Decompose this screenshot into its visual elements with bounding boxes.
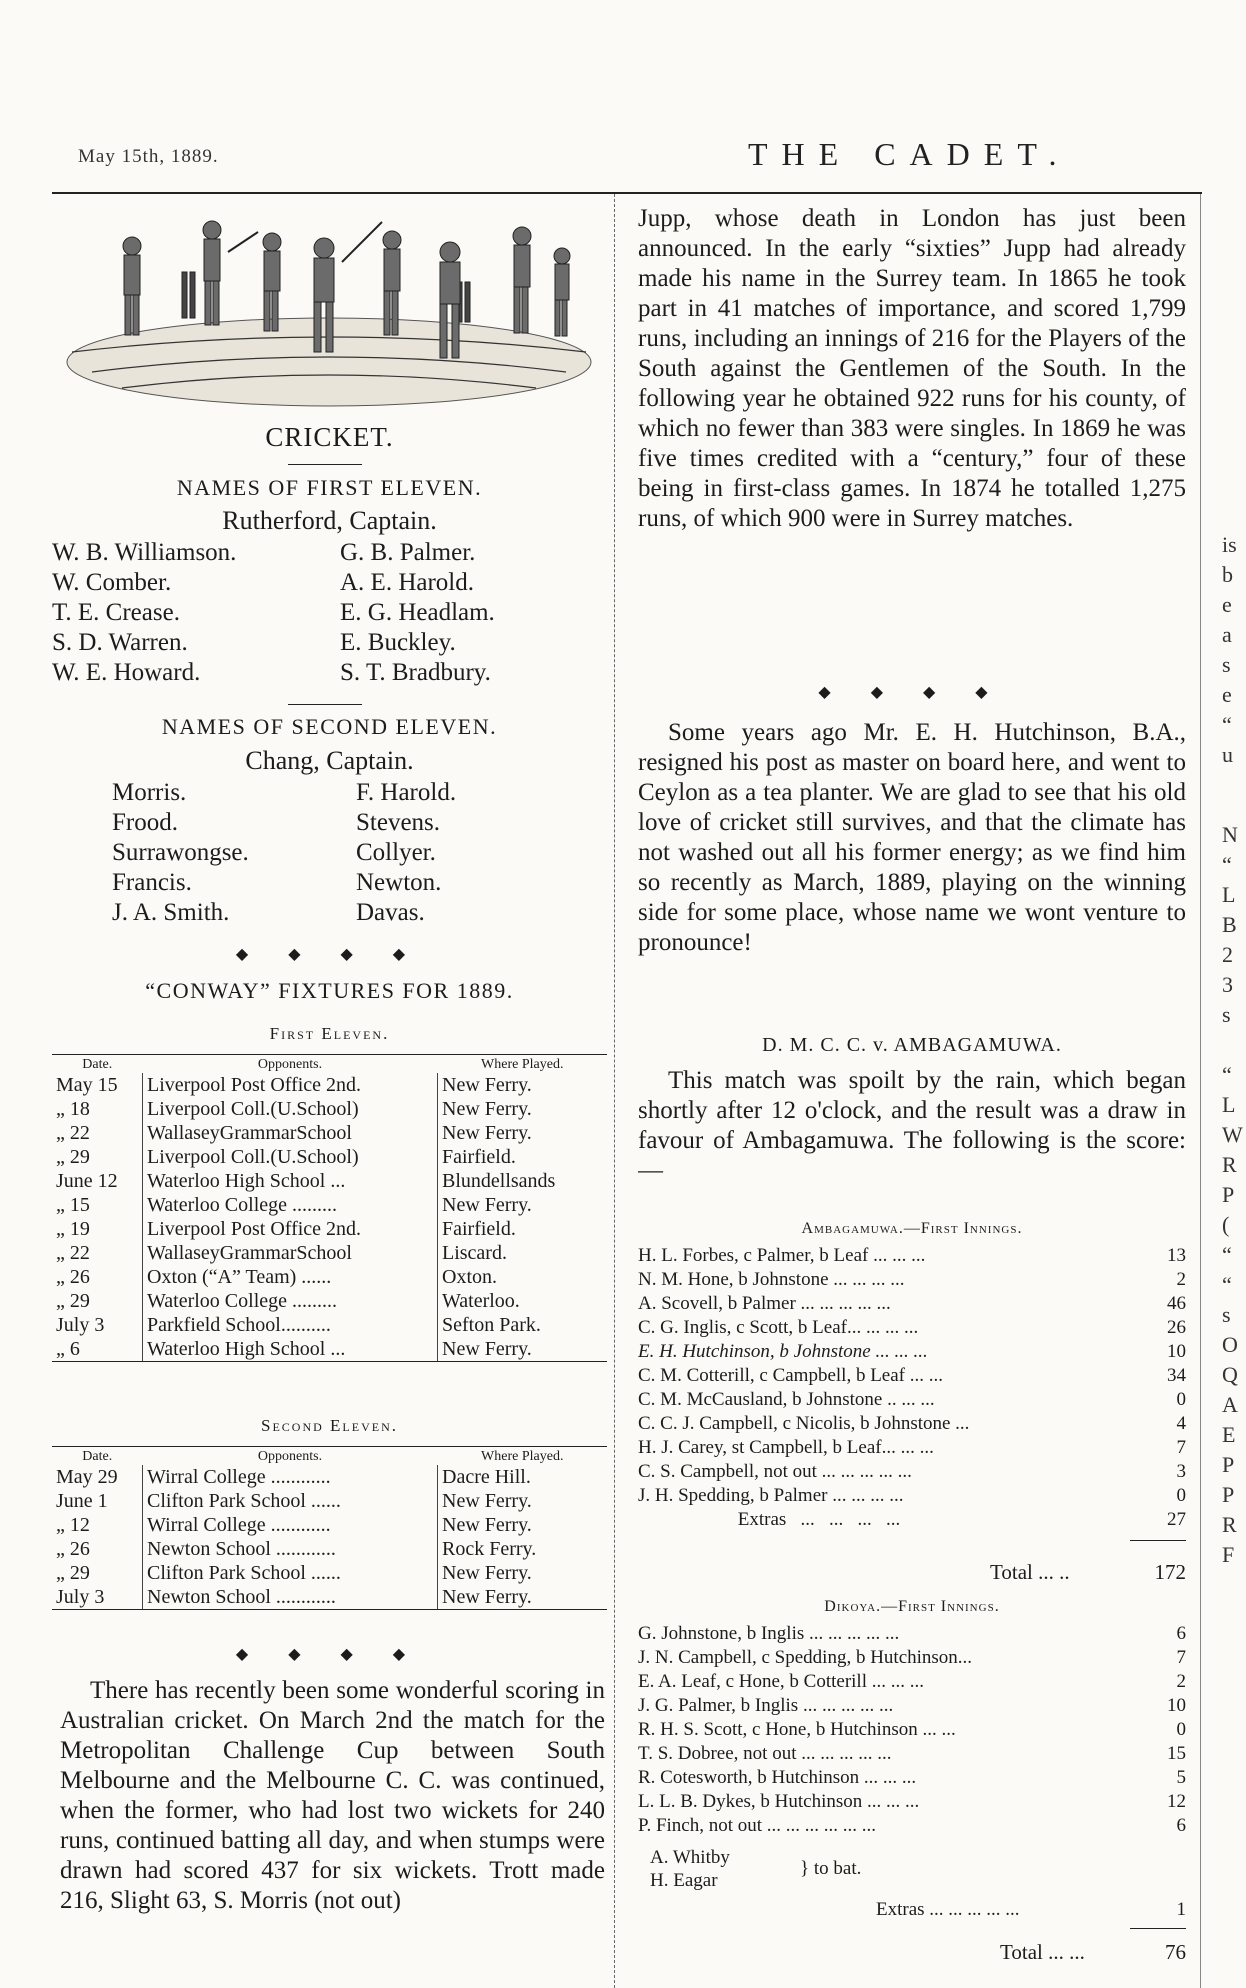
batsman: E. H. Hutchinson, b Johnstone ... ... ... [638,1341,928,1362]
divider [288,464,362,465]
player-name: W. E. Howard. [52,659,201,686]
fixture-venue: New Ferry. [442,1490,532,1512]
fixture-opponent: Liverpool Post Office 2nd. [143,1217,438,1241]
fragment-text: a [1222,622,1232,647]
score-row [638,1790,1186,1814]
player-name: Stevens. [356,809,441,836]
runs: 5 [1176,1767,1186,1788]
player-name: Davas. [356,899,425,926]
hutchinson-paragraph: Some years ago Mr. E. H. Hutchinson, B.A., resigned his post as master on board here, and went to Ceylon as a tea planter. We are glad to see that his old love of cricket still survives, and that the climate has not washed out all his former energy; as we find him so recently as March, 1889, playing on the winning side for some place, whose name we wont venture to pronounce! [638,719,1186,956]
total-rule [1130,1540,1186,1541]
fragment-text: is [1222,532,1237,557]
fragment-text: A [1222,1392,1238,1417]
fixture-row [52,1585,607,1609]
fixture-date: May 29 [56,1466,118,1488]
masthead-title: THE CADET. [748,136,1071,172]
fixture-venue: Waterloo. [442,1290,520,1312]
fixture-venue: New Ferry. [442,1098,532,1120]
runs: 0 [1176,1485,1186,1506]
fragment-text: W [1222,1122,1243,1147]
runs: 15 [1167,1743,1186,1764]
divider [288,704,362,705]
fixture-date: June 1 [56,1490,108,1512]
score-row [638,1436,1186,1460]
column-divider [614,194,616,1988]
player-name: Francis. [112,869,192,896]
batsman: E. A. Leaf, c Hone, b Cotterill ... ... ... [638,1671,924,1692]
extras-runs: 1 [1176,1899,1186,1920]
fixture-row [52,1169,607,1193]
fixture-row [52,1193,607,1217]
cricket-illustration [62,212,596,408]
fixture-opponent: Oxton (“A” Team) ...... [143,1265,438,1289]
fixture-date: „ 12 [56,1514,90,1536]
col-header-where: Where Played. [481,1057,564,1072]
fragment-text: P [1222,1452,1235,1477]
runs: 6 [1176,1815,1186,1836]
fixture-venue: Dacre Hill. [442,1466,531,1488]
batsman: C. S. Campbell, not out ... ... ... ... ... [638,1461,912,1482]
score-row [638,1340,1186,1364]
player-name: G. B. Palmer. [340,539,476,566]
fragment-text: e [1222,592,1232,617]
issue-date: May 15th, 1889. [78,146,219,167]
player-name: Morris. [112,779,187,806]
dikoya-extras-row [876,1898,1186,1922]
ambagamuwa-total-row [990,1560,1186,1584]
fixture-date: „ 15 [56,1194,90,1216]
fragment-text: u [1222,742,1233,767]
ambagamuwa-innings-heading: Ambagamuwa.—First Innings. [801,1220,1023,1237]
fixture-date: July 3 [56,1314,105,1336]
extras-runs: 27 [1167,1509,1186,1530]
total-runs: 172 [1154,1560,1186,1584]
first-eleven-title: NAMES OF FIRST ELEVEN. [176,475,483,500]
batsman: P. Finch, not out ... ... ... ... ... ... [638,1815,877,1836]
col-header-opponents: Opponents. [257,1449,323,1464]
player-name: A. E. Harold. [340,569,474,596]
fragment-text: N [1222,822,1238,847]
runs: 13 [1167,1245,1186,1266]
fixture-venue: New Ferry. [442,1338,532,1360]
score-row [638,1646,1186,1670]
fixture-venue: New Ferry. [442,1562,532,1584]
fixture-venue: Fairfield. [442,1146,516,1168]
fixture-opponent: WallaseyGrammarSchool [143,1241,438,1265]
fixture-date: „ 29 [56,1146,90,1168]
fixture-row [52,1337,607,1361]
batsman: L. L. B. Dykes, b Hutchinson ... ... ... [638,1791,920,1812]
runs: 0 [1176,1719,1186,1740]
fixture-opponent: Waterloo College ......... [143,1289,438,1313]
runs: 7 [1176,1437,1186,1458]
batsman: C. C. J. Campbell, c Nicolis, b Johnstone ... [638,1413,970,1434]
runs: 10 [1167,1341,1186,1362]
fixture-venue: Sefton Park. [442,1314,541,1336]
player-name: Surrawongse. [112,839,249,866]
fixture-opponent: Clifton Park School ...... [143,1561,438,1585]
fixture-row [52,1561,607,1585]
extras-label: Extras ... ... ... ... [638,1509,901,1530]
col-header-date: Date. [82,1449,113,1464]
fragment-text: L [1222,882,1236,907]
fixture-date: „ 19 [56,1218,90,1240]
batsman: H. J. Carey, st Campbell, b Leaf... ... ... [638,1437,934,1458]
player-name: Frood. [112,809,178,836]
fixture-opponent: Clifton Park School ...... [143,1489,438,1513]
score-row [638,1244,1186,1268]
ornament-separator: ◆ ◆ ◆ ◆ [235,1646,424,1663]
fixture-date: „ 22 [56,1242,90,1264]
fixture-row [52,1289,607,1313]
fixture-date: „ 22 [56,1122,90,1144]
fixture-opponent: Liverpool Coll.(U.School) [143,1145,438,1169]
runs: 10 [1167,1695,1186,1716]
score-row [638,1670,1186,1694]
runs: 26 [1167,1317,1186,1338]
col-header-opponents: Opponents. [257,1057,323,1072]
extras-row [638,1508,1186,1532]
score-row [638,1742,1186,1766]
score-row [638,1268,1186,1292]
match-paragraph: This match was spoilt by the rain, which began shortly after 12 o'clock, and the result was a draw in favour of Ambagamuwa. The following is the score:— [638,1067,1186,1184]
player-name: E. Buckley. [340,629,456,656]
fixture-row [52,1241,607,1265]
fragment-text: 3 [1222,972,1233,997]
dikoya-innings-heading: Dikoya.—First Innings. [824,1598,1000,1615]
player-name: W. B. Williamson. [52,539,237,566]
australian-cricket-paragraph: There has recently been some wonderful scoring in Australian cricket. On March 2nd the match for the Metropolitan Challenge Cup between South Melbourne and the Melbourne C. C. was continued, when the former, who had lost two wickets for 240 runs, continued batting all day, and when stumps were drawn had scored 437 for six wickets. Trott made 216, Slight 63, S. Morris (not out) [60,1677,605,1914]
first-eleven-list-left [52,538,236,688]
to-bat-label: } to bat. [800,1858,862,1879]
batsman: H. L. Forbes, c Palmer, b Leaf ... ... ... [638,1245,926,1266]
fixture-opponent: Newton School ............ [143,1537,438,1561]
fragment-text: O [1222,1332,1238,1357]
first-eleven-captain: Rutherford, Captain. [222,506,437,535]
fixture-venue: Rock Ferry. [442,1538,537,1560]
fragment-text: “ [1222,1242,1232,1267]
fragment-text: s [1222,1002,1231,1027]
batsman: J. G. Palmer, b Inglis ... ... ... ... ... [638,1695,894,1716]
fixture-opponent: Parkfield School.......... [143,1313,438,1337]
second-eleven-fixtures-table [52,1446,607,1610]
fragment-text: ( [1222,1212,1230,1237]
player-name: S. D. Warren. [52,629,188,656]
jupp-paragraph: Jupp, whose death in London has just been announced. In the early “sixties” Jupp had already made his name in the Surrey team. In 1865 he took part in 41 matches of importance, and scored 1,799 runs, including an innings of 216 for the Players of the South against the Gentlemen of the South. In the following year he obtained 922 runs for his county, of which no fewer than 383 were singles. In 1869 he was five times credited with a “century,” four of these being in first-class games. In 1874 he totalled 1,275 runs, of which 900 were in Surrey matches. [638,205,1186,532]
fixture-row [52,1217,607,1241]
score-row [638,1460,1186,1484]
player-name: Collyer. [356,839,436,866]
runs: 3 [1176,1461,1186,1482]
runs: 34 [1167,1365,1186,1386]
player-name: F. Harold. [356,779,457,806]
batsman: R. H. S. Scott, c Hone, b Hutchinson ... ... [638,1719,956,1740]
first-eleven-fixtures-label: First Eleven. [269,1024,390,1043]
header-rule [52,192,1202,194]
score-row [638,1622,1186,1646]
fixture-venue: Blundellsands [442,1170,556,1192]
first-eleven-fixtures-table [52,1054,607,1362]
second-eleven-list-right [356,778,456,928]
fixture-row [52,1513,607,1537]
fragment-text: e [1222,682,1232,707]
batsman: T. S. Dobree, not out ... ... ... ... ... [638,1743,892,1764]
fixture-venue: New Ferry. [442,1514,532,1536]
fixture-opponent: WallaseyGrammarSchool [143,1121,438,1145]
fixture-opponent: Waterloo High School ... [143,1337,438,1361]
fixture-opponent: Liverpool Coll.(U.School) [143,1097,438,1121]
score-row [638,1292,1186,1316]
fixtures-title: “CONWAY” FIXTURES FOR 1889. [145,978,514,1003]
fixture-venue: Fairfield. [442,1218,516,1240]
fixture-opponent: Wirral College ............ [143,1513,438,1537]
batsman: N. M. Hone, b Johnstone ... ... ... ... [638,1269,905,1290]
player-name: Newton. [356,869,442,896]
ornament-separator: ◆ ◆ ◆ ◆ [818,684,1006,701]
fragment-text: b [1222,562,1233,587]
fixture-row [52,1265,607,1289]
fixture-venue: Oxton. [442,1266,497,1288]
fixture-opponent: Newton School ............ [143,1585,438,1609]
fixture-row [52,1313,607,1337]
fixture-date: June 12 [56,1170,118,1192]
score-row [638,1814,1186,1838]
fragment-text: L [1222,1092,1236,1117]
batsman: G. Johnstone, b Inglis ... ... ... ... ... [638,1623,900,1644]
fixture-venue: New Ferry. [442,1074,532,1096]
runs: 4 [1176,1413,1186,1434]
to-bat-name: H. Eagar [650,1870,718,1891]
fragment-text: R [1222,1512,1237,1537]
player-name: E. G. Headlam. [340,599,495,626]
fragment-text: Q [1222,1362,1238,1387]
to-bat-names [650,1846,730,1892]
fixture-row [52,1145,607,1169]
score-row [638,1766,1186,1790]
fixture-opponent: Wirral College ............ [143,1465,438,1489]
fixture-opponent: Waterloo High School ... [143,1169,438,1193]
fixture-venue: New Ferry. [442,1194,532,1216]
fixture-row [52,1121,607,1145]
fixture-date: „ 29 [56,1562,90,1584]
fragment-text: “ [1222,712,1232,737]
player-name: S. T. Bradbury. [340,659,491,686]
batsman: R. Cotesworth, b Hutchinson ... ... ... [638,1767,917,1788]
column-divider-right [1200,194,1201,1988]
fixture-row [52,1097,607,1121]
fixture-row [52,1465,607,1489]
next-column-fragment [1222,530,1237,770]
player-name: J. A. Smith. [112,899,230,926]
first-eleven-list-right [340,538,495,688]
fixture-row [52,1073,607,1097]
batsman: C. M. McCausland, b Johnstone .. ... ... [638,1389,935,1410]
fixture-date: „ 18 [56,1098,90,1120]
match-title: D. M. C. C. v. AMBAGAMUWA. [762,1034,1062,1056]
score-row [638,1718,1186,1742]
fragment-text: F [1222,1542,1235,1567]
to-bat-name: A. Whitby [650,1847,730,1868]
second-eleven-captain: Chang, Captain. [245,746,414,775]
fragment-text: s [1222,652,1231,677]
score-row [638,1364,1186,1388]
score-row [638,1484,1186,1508]
fixture-date: „ 26 [56,1538,90,1560]
score-row [638,1694,1186,1718]
fragment-text: 2 [1222,942,1233,967]
runs: 6 [1176,1623,1186,1644]
dikoya-scorecard [638,1622,1186,1838]
fixture-opponent: Waterloo College ......... [143,1193,438,1217]
col-header-date: Date. [82,1057,113,1072]
fragment-text: B [1222,912,1237,937]
runs: 7 [1176,1647,1186,1668]
runs: 2 [1176,1269,1186,1290]
fragment-text: E [1222,1422,1236,1447]
fixture-venue: New Ferry. [442,1122,532,1144]
fixture-venue: Liscard. [442,1242,507,1264]
total-label: Total ... ... [1000,1940,1085,1964]
fixture-date: „ 29 [56,1290,90,1312]
fragment-text: “ [1222,852,1232,877]
runs: 2 [1176,1671,1186,1692]
next-column-fragment [1222,820,1238,1030]
player-name: W. Comber. [52,569,172,596]
total-rule [1130,1928,1186,1929]
fragment-text: R [1222,1152,1237,1177]
runs: 0 [1176,1389,1186,1410]
batsman: J. N. Campbell, c Spedding, b Hutchinson... [638,1647,973,1668]
fragment-text: “ [1222,1272,1232,1297]
second-eleven-title: NAMES OF SECOND ELEVEN. [161,714,498,739]
fixture-date: May 15 [56,1074,118,1096]
fixture-row [52,1537,607,1561]
player-name: T. E. Crease. [52,599,180,626]
second-eleven-fixtures-label: Second Eleven. [261,1416,398,1435]
runs: 46 [1167,1293,1186,1314]
fixture-date: „ 6 [56,1338,80,1360]
batsman: A. Scovell, b Palmer ... ... ... ... ... [638,1293,891,1314]
fixture-date: „ 26 [56,1266,90,1288]
runs: 12 [1167,1791,1186,1812]
score-row [638,1388,1186,1412]
batsman: C. G. Inglis, c Scott, b Leaf... ... ... ... [638,1317,919,1338]
fragment-text: P [1222,1182,1235,1207]
total-runs: 76 [1165,1940,1186,1964]
fixture-row [52,1489,607,1513]
score-row [638,1316,1186,1340]
fragment-text: P [1222,1482,1235,1507]
total-label: Total ... .. [990,1560,1070,1584]
next-column-fragment [1222,1060,1243,1570]
fixture-date: July 3 [56,1586,105,1608]
score-row [638,1412,1186,1436]
second-eleven-list-left [112,778,249,928]
section-heading-cricket: CRICKET. [265,422,394,452]
dikoya-total-row [1000,1940,1186,1964]
batsman: J. H. Spedding, b Palmer ... ... ... ... [638,1485,904,1506]
col-header-where: Where Played. [481,1449,564,1464]
fixture-opponent: Liverpool Post Office 2nd. [143,1073,438,1097]
batsman: C. M. Cotterill, c Campbell, b Leaf ... ... [638,1365,944,1386]
fixture-venue: New Ferry. [442,1586,532,1608]
fragment-text: s [1222,1302,1231,1327]
fragment-text: “ [1222,1062,1232,1087]
ambagamuwa-scorecard [638,1244,1186,1532]
ornament-separator: ◆ ◆ ◆ ◆ [235,946,424,963]
extras-label: Extras ... ... ... ... ... [876,1899,1020,1920]
